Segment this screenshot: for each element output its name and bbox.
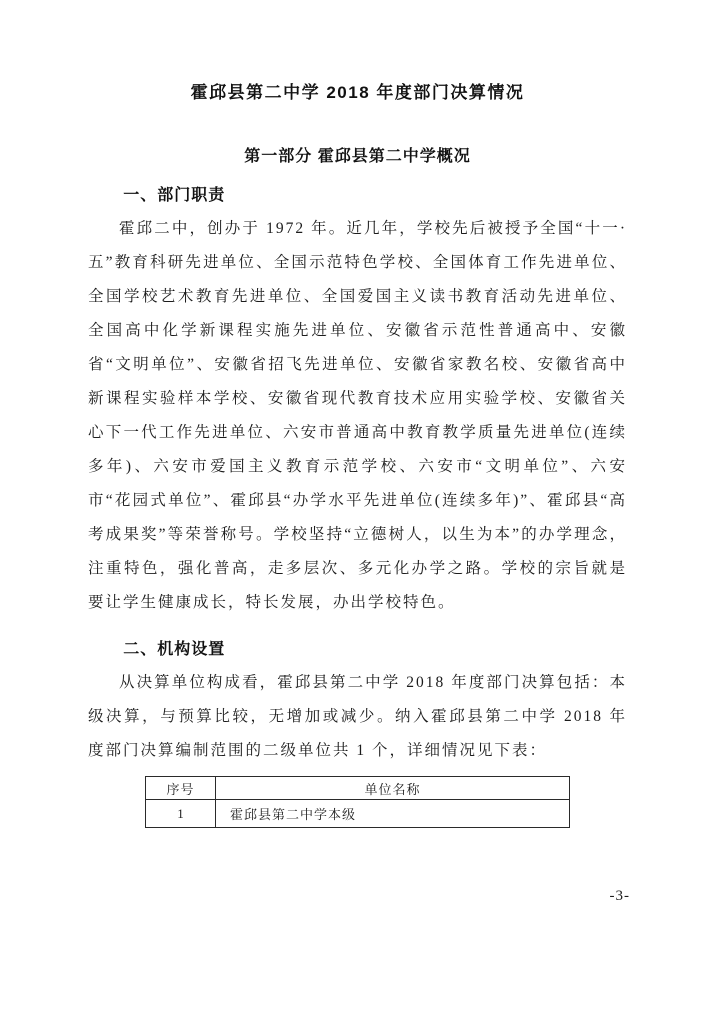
- section-structure-paragraph: 从决算单位构成看，霍邱县第二中学 2018 年度部门决算包括：本级决算，与预算比较，无增加或减少。纳入霍邱县第二中学 2018 年度部门决算编制范围的二级单位共 1 个，详细情况见下表：: [88, 674, 627, 759]
- document-title: 霍邱县第二中学 2018 年度部门决算情况: [190, 83, 525, 102]
- table-cell-unit-name: 霍邱县第二中学本级: [216, 800, 570, 828]
- part-one-heading: 第一部分 霍邱县第二中学概况: [244, 148, 471, 165]
- table-cell-serial: 1: [146, 800, 216, 828]
- table-header-serial: 序号: [146, 777, 216, 800]
- table-row: [146, 800, 570, 828]
- units-table: [145, 776, 570, 828]
- section-duties-heading: 一、部门职责: [123, 187, 226, 204]
- table-header-unit-name: 单位名称: [216, 777, 570, 800]
- units-table-header-row: [146, 777, 570, 800]
- section-duties-paragraph: 霍邱二中，创办于 1972 年。近几年，学校先后被授予全国“十一·五”教育科研先进单位、全国示范特色学校、全国体育工作先进单位、全国学校艺术教育先进单位、全国爱国主义读书教育活动先进单位、全国高中化学新课程实施先进单位、安徽省示范性普通高中、安徽省“文明单位”、安徽省招飞先进单位、安徽省家教名校、安徽省高中新课程实验样本学校、安徽省现代教育技术应用实验学校、安徽省关心下一代工作先进单位、六安市普通高中教育教学质量先进单位(连续多年)、六安市爱国主义教育示范学校、六安市“文明单位”、六安市“花园式单位”、霍邱县“办学水平先进单位(连续多年)”、霍邱县“高考成果奖”等荣誉称号。学校坚持“立德树人，以生为本”的办学理念，注重特色，强化普高，走多层次、多元化办学之路。学校的宗旨就是要让学生健康成长，特长发展，办出学校特色。: [88, 220, 627, 611]
- page-number: -3-: [609, 888, 630, 904]
- section-structure-heading: 二、机构设置: [123, 641, 226, 658]
